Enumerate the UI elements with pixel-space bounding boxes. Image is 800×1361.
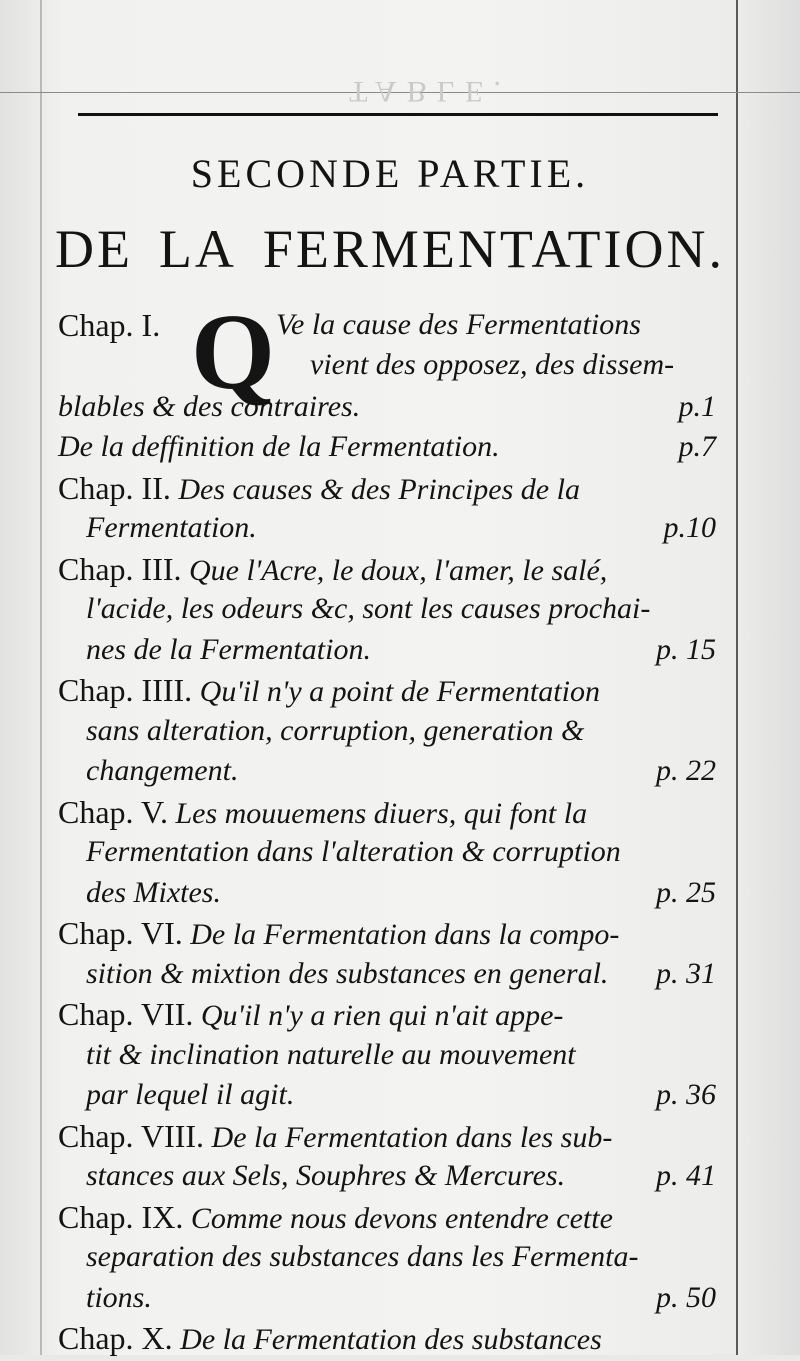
header-rule — [78, 113, 718, 116]
toc-text: sans alteration, corruption, generation & — [86, 713, 585, 747]
toc-line — [58, 994, 720, 1035]
toc-list — [58, 427, 720, 1359]
toc-entry — [58, 913, 720, 994]
toc-line — [58, 873, 720, 914]
toc-text: par lequel il agit. — [86, 1078, 295, 1111]
page-number: p. 31 — [656, 956, 716, 990]
toc-text: De la Fermentation dans la compo- — [190, 918, 620, 951]
toc-line — [58, 630, 720, 671]
toc-line — [58, 913, 720, 954]
toc-line — [58, 954, 720, 995]
toc-text: nes de la Fermentation. — [86, 632, 371, 666]
toc-text: Fermentation dans l'alteration & corruption — [86, 835, 621, 868]
toc-line — [58, 711, 720, 752]
toc-text: Des causes & des Principes de la — [178, 472, 580, 506]
toc-text: sition & mixtion des substances en general. — [86, 956, 609, 990]
toc-line — [58, 751, 720, 792]
toc-line — [58, 387, 720, 428]
toc-line — [58, 1237, 720, 1278]
toc-text: De la deffinition de la Fermentation. — [58, 430, 500, 463]
toc-line — [58, 832, 720, 873]
toc-text: Qu'il n'y a rien qui n'ait appe- — [200, 999, 564, 1032]
toc-line — [276, 305, 641, 346]
chapter-label: Chap. IIII. — [58, 672, 193, 708]
chapter-label: Chap. X. — [58, 1320, 173, 1356]
toc-line — [58, 589, 720, 630]
toc-text: l'acide, les odeurs &c, sont les causes prochai- — [86, 592, 651, 625]
page-number: p. 36 — [656, 1078, 716, 1111]
bleed-through-heading: TABLE. — [349, 75, 511, 108]
page-number: p.1 — [678, 390, 716, 423]
toc-line — [58, 508, 720, 549]
toc-text: blables & des contraires. — [58, 390, 361, 423]
toc-entry — [58, 670, 720, 792]
chapter-label: Chap. VIII. — [58, 1117, 205, 1154]
toc-text: changement. — [86, 754, 239, 787]
toc-text: De la Fermentation dans les sub- — [211, 1120, 613, 1154]
page-number: p. 41 — [656, 1159, 716, 1192]
toc-line — [310, 345, 674, 386]
toc-text: tions. — [86, 1280, 152, 1314]
toc-line — [58, 549, 720, 590]
section-title: SECONDE PARTIE. — [190, 151, 590, 196]
toc-text: Les mouuemens diuers, qui font la — [175, 796, 588, 830]
toc-text: tit & inclination naturelle au mouvement — [86, 1037, 576, 1071]
toc-line — [58, 1278, 720, 1319]
page-number: p. 50 — [656, 1280, 716, 1314]
main-title-word: LA — [158, 219, 237, 279]
page-number: p.7 — [678, 430, 716, 463]
toc-entry-chapter-1 — [58, 293, 720, 427]
page-number: p. 25 — [656, 875, 716, 909]
drop-cap-letter: Q — [191, 293, 276, 412]
chapter-label: Chap. VII. — [58, 996, 194, 1032]
toc-text: Qu'il n'y a point de Fermentation — [199, 675, 600, 708]
page-number: p. 15 — [656, 632, 716, 666]
toc-text: De la Fermentation des substances — [180, 1323, 602, 1356]
toc-entry — [58, 1318, 720, 1359]
chapter-label: Chap. II. — [58, 469, 171, 506]
toc-entry — [58, 468, 720, 549]
toc-text: Ve la cause des Fermentations — [276, 308, 641, 341]
toc-entry — [58, 792, 720, 914]
toc-line — [58, 1197, 720, 1238]
chapter-label: Chap. VI. — [58, 915, 183, 951]
right-frame-line — [736, 0, 738, 1355]
main-title-word: FERMENTATION. — [262, 219, 725, 279]
toc-line — [58, 1116, 720, 1157]
toc-line — [58, 792, 720, 833]
toc-entry — [58, 549, 720, 671]
main-title — [55, 218, 725, 280]
toc-line — [58, 305, 160, 346]
toc-line — [58, 670, 720, 711]
toc-text: vient des opposez, des dissem- — [310, 348, 675, 381]
toc-text: Que l'Acre, le doux, l'amer, le salé, — [189, 553, 608, 587]
toc-entry — [58, 994, 720, 1116]
main-title-word: DE — [55, 219, 133, 279]
toc-line — [58, 427, 720, 468]
toc-entry — [58, 1116, 720, 1197]
toc-text: separation des substances dans les Fermenta- — [86, 1240, 639, 1273]
toc-line — [58, 1318, 720, 1359]
page-number: p. 22 — [656, 754, 716, 787]
toc-entry — [58, 427, 720, 468]
chapter-label: Chap. V. — [58, 793, 168, 830]
chapter-label: Chap. IX. — [58, 1198, 184, 1235]
left-frame-line — [40, 0, 42, 1355]
toc-line — [58, 468, 720, 509]
toc-entry — [58, 1197, 720, 1319]
toc-text: des Mixtes. — [86, 875, 221, 909]
toc-line — [58, 1075, 720, 1116]
toc-text: Comme nous devons entendre cette — [190, 1201, 613, 1235]
chapter-label: Chap. I. — [58, 307, 161, 343]
toc-line — [58, 1156, 720, 1197]
toc-text: Fermentation. — [86, 511, 257, 544]
toc-text: stances aux Sels, Souphres & Mercures. — [86, 1159, 566, 1192]
chapter-label: Chap. III. — [58, 550, 182, 587]
table-of-contents — [58, 293, 720, 1359]
page-number: p.10 — [663, 511, 716, 544]
toc-line — [58, 1035, 720, 1076]
